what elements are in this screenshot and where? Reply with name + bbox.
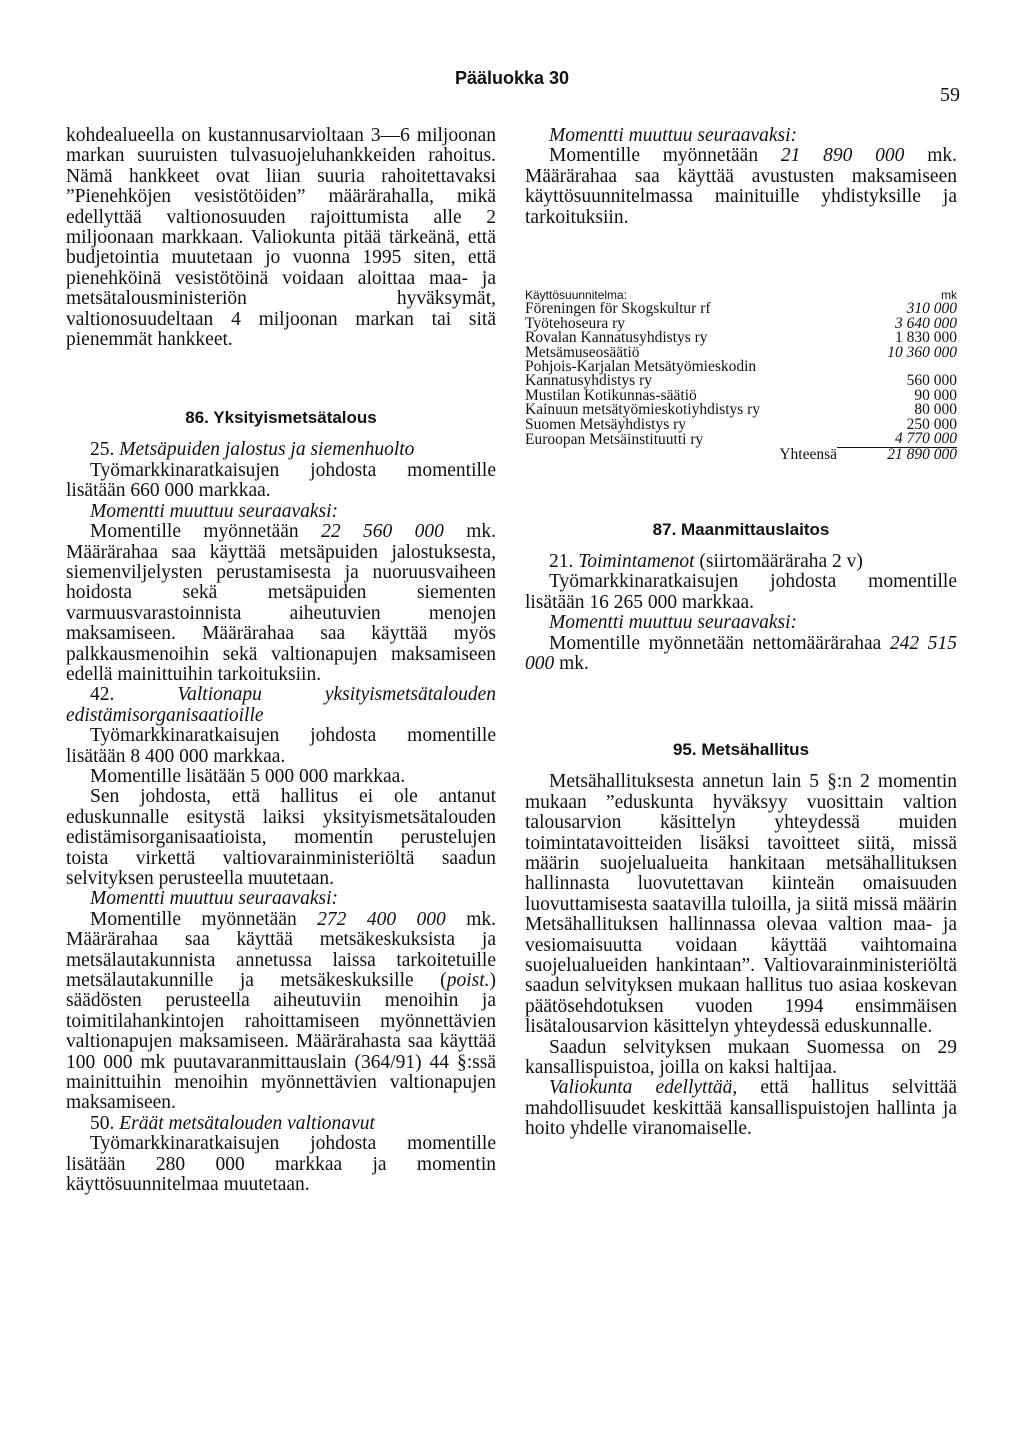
row-amount: 310 000: [906, 300, 957, 318]
row-name: Föreningen för Skogskultur rf: [525, 300, 711, 318]
item-heading-42: [66, 685, 496, 726]
total-label: Yhteensä: [779, 445, 837, 463]
row-amount: 4 770 000: [837, 432, 957, 447]
table-row: [525, 432, 957, 447]
row-amount: 560 000: [906, 372, 957, 390]
text: mk. Määrärahaa saa käyttää avustusten maksamiseen käyttösuunnitelmassa mainituille yhdistyksille ja tarkoituksiin.: [525, 145, 957, 228]
row-amount: 3 640 000: [895, 314, 957, 332]
table-row: [525, 360, 957, 389]
paragraph: kohdealueella on kustannusarvioltaan 3—6 miljoonan markan suuruisten tulvasuojeluhankkeiden rahoitus. Nämä hankkeet ovat liian suuria rahoitettavaksi ”Pienehköjen vesistötöiden” määrärahalla, mikä edellyttää valtionosuuden rajoittumista alle 2 miljoonaan markkaan. Valiokunta pitää tärkeänä, että budjetointia muutetaan jo vuonna 1995 siten, että pienehköinä vesistötöinä voidaan aloittaa maa- ja metsätalousministeriön hyväksymät, valtionosuudeltaan 4 miljoonan markan tai sitä pienemmät hankkeet.: [66, 125, 496, 351]
amount: 22 560 000: [321, 521, 444, 543]
paragraph: Työmarkkinaratkaisujen johdosta momentille lisätään 16 265 000 markkaa.: [525, 571, 957, 613]
row-name: Suomen Metsäyhdistys ry: [525, 415, 687, 433]
row-amount: 250 000: [906, 415, 957, 433]
item-note: (siirtomääräraha 2 v): [699, 550, 863, 572]
item-title: Eräät metsätalouden valtionavut: [119, 1112, 375, 1134]
table-caption: Käyttösuunnitelma:: [525, 288, 628, 303]
paragraph: Työmarkkinaratkaisujen johdosta momentille lisätään 8 400 000 markkaa.: [66, 725, 496, 767]
row-name: Työtehoseura ry: [525, 314, 626, 332]
left-column: [66, 126, 496, 1196]
text: Valiokunta edellyttää,: [549, 1077, 738, 1099]
paragraph: Sen johdosta, että hallitus ei ole antanut eduskunnalle esitystä laiksi yksityismetsätalouden edistämisorganisaatioista, momentin perustelujen toista virkettä valtiovarainministeriöltä saadun selvityksen perusteella muutetaan.: [66, 786, 496, 889]
change-note: Momentti muuttuu seuraavaksi:: [549, 612, 798, 634]
item-heading-21: [525, 552, 957, 572]
text: poist.: [446, 970, 490, 992]
item-number: 25.: [90, 439, 115, 461]
item-title: Valtionapu yksityismetsätalouden edistämisorganisaatioille: [66, 684, 496, 726]
section-heading-95: 95. Metsähallitus: [672, 740, 810, 760]
paragraph: [66, 522, 496, 685]
row-name: Mustilan Kotikunnas-säätiö: [525, 386, 697, 404]
section-heading-87: 87. Maanmittauslaitos: [652, 519, 830, 539]
text: Momentille myönnetään: [90, 908, 297, 930]
running-header: Pääluokka 30: [454, 68, 570, 88]
row-name: Metsämuseosäätiö: [525, 343, 640, 361]
item-number: 50.: [90, 1112, 115, 1134]
text: ) säädösten perusteella aiheutuviin menoihin ja toimitilahankintojen rahoittamiseen myönnettävien valtionapujen maksamiseen. Määrärahasta saa käyttää 100 000 mk puutavaranmittauslain (364/91) 44 §:ssä mainittuihin menoihin myönnettävien valtionapujen maksamiseen.: [66, 970, 496, 1114]
paragraph: Saadun selvityksen mukaan Suomessa on 29 kansallispuistoa, joilla on kaksi haltijaa.: [525, 1036, 957, 1079]
paragraph: Metsähallituksesta annetun lain 5 §:n 2 momentin mukaan ”eduskunta hyväksyy vuosittain valtion talousarvion käsittelyn yhteydessä muiden toimintatavoitteiden lisäksi tavoitteet siitä, missä määrin suojelualueita hankitaan metsähallituksen hallinnasta luovutettavan kiinteän omaisuuden luovuttamisesta saatavilla tuloilla, ja siitä missä määrin Metsähallituksen hallinnassa olevaa valtion maa- ja vesiomaisuutta voidaan käyttää vaihtomaina suojelualueiden hankintaan”. Valtiovarainministeriöltä saadun selvityksen mukaan hallitus tuo asiaa koskevan päätösehdotuksen vuoden 1994 ensimmäisen lisätalousarvion käsittelyn yhteydessä eduskunnalle.: [525, 771, 957, 1038]
row-amount: 80 000: [914, 401, 957, 419]
right-column: [525, 126, 957, 1140]
total-row: [525, 447, 957, 462]
text: mk. Määrärahaa saa käyttää metsäkeskuksista ja metsälautakunnista annetussa laissa tarkoitetuille metsälautakunnille ja metsäkeskuksille (: [66, 908, 497, 992]
paragraph: [525, 146, 957, 228]
item-number: 42.: [90, 684, 115, 706]
item-title: Metsäpuiden jalostus ja siemenhuolto: [119, 439, 415, 461]
change-note: Momentti muuttuu seuraavaksi:: [90, 500, 339, 522]
row-name: Pohjois-Karjalan Metsätyömieskodin Kannatusyhdistys ry: [525, 358, 757, 390]
text: että hallitus selvittää mahdollisuudet keskittää kansallispuistojen hallinta ja hoito yhdelle viranomaiselle.: [525, 1077, 958, 1140]
paragraph: [525, 1078, 957, 1139]
paragraph: [66, 910, 496, 1114]
item-title: Toimintamenot: [578, 550, 695, 572]
section-heading-86: 86. Yksityismetsätalous: [185, 408, 377, 428]
row-name: Kainuun metsätyömieskotiyhdistys ry: [525, 401, 761, 419]
paragraph: Työmarkkinaratkaisujen johdosta momentille lisätään 280 000 markkaa ja momentin käyttösuunnitelmaa muutetaan.: [66, 1133, 496, 1196]
amount: 242 515 000: [525, 632, 957, 674]
paragraph: Momentille lisätään 5 000 000 markkaa.: [90, 765, 406, 787]
change-note: Momentti muuttuu seuraavaksi:: [549, 125, 798, 146]
text: Momentille myönnetään: [90, 521, 299, 543]
row-name: Euroopan Metsäinstituutti ry: [525, 430, 704, 448]
text: mk. Määrärahaa saa käyttää metsäpuiden jalostuksesta, siemenviljelysten perustamisesta ja nuoruusvaiheen hoidosta sekä metsäpuiden siementen varmuusvarastoinnista aiheutuvien menojen maksamiseen. Määrärahaa saa käyttää myös palkkausmenoihin sekä valtionapujen maksamiseen edellä mainittuihin tarkoituksiin.: [66, 521, 497, 685]
amount: 272 400 000: [317, 908, 446, 930]
row-name: Rovalan Kannatusyhdistys ry: [525, 329, 708, 347]
item-heading-50: [66, 1114, 496, 1134]
unit-label: mk: [941, 288, 957, 303]
row-amount: 10 360 000: [887, 343, 957, 361]
table-row: [525, 418, 957, 432]
page-number: 59: [940, 84, 960, 106]
row-amount: 1 830 000: [895, 329, 957, 347]
text: Momentille myönnetään nettomäärärahaa: [549, 632, 882, 654]
amount: 21 890 000: [780, 145, 905, 167]
allocation-table: [525, 288, 957, 462]
paragraph: [525, 634, 957, 675]
row-amount: 90 000: [914, 386, 957, 404]
change-note: Momentti muuttuu seuraavaksi:: [90, 888, 339, 910]
item-heading-25: [66, 440, 496, 460]
item-number: 21.: [549, 550, 574, 572]
text: Momentille myönnetään: [549, 145, 759, 167]
text: mk.: [559, 652, 589, 674]
total-amount: 21 890 000: [887, 445, 957, 463]
paragraph: Työmarkkinaratkaisujen johdosta momentille lisätään 660 000 markkaa.: [66, 459, 496, 502]
